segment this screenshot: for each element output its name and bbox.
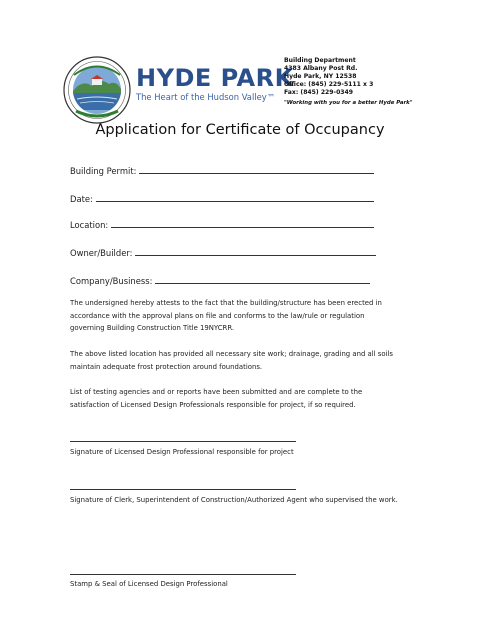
- signature-line-clerk[interactable]: [70, 489, 296, 490]
- letterhead: [62, 55, 413, 129]
- field-label: Company/Business:: [70, 276, 153, 286]
- field-label: Building Permit:: [70, 166, 137, 176]
- town-seal-icon: [62, 55, 132, 125]
- signature-caption-clerk: Signature of Clerk, Superintendent of Construction/Authorized Agent who supervised the work.: [70, 496, 398, 504]
- signature-line-design-professional[interactable]: [70, 441, 296, 442]
- fill-in-line[interactable]: [155, 283, 370, 284]
- fill-in-line[interactable]: [111, 227, 374, 228]
- field-label: Owner/Builder:: [70, 248, 133, 258]
- page-title: Application for Certificate of Occupancy: [95, 122, 385, 138]
- brand-tagline: The Heart of the Hudson Valley™: [136, 92, 276, 102]
- signature-caption-design-professional: Signature of Licensed Design Professional responsible for project: [70, 448, 294, 456]
- field-label: Location:: [70, 220, 109, 230]
- site-work-paragraph: The above listed location has provided all necessary site work; drainage, grading and all soils maintain adequate frost protection around foundations.: [70, 350, 393, 371]
- contact-line: Office: (845) 229-5111 x 3: [284, 81, 374, 88]
- fill-in-line[interactable]: [96, 201, 374, 202]
- motto: "Working with you for a better Hyde Park": [284, 100, 413, 106]
- signature-line-stamp-seal[interactable]: [70, 574, 296, 575]
- attestation-paragraph: The undersigned hereby attests to the fact that the building/structure has been erected in accordance with the approval plans on file and conforms to the law/rule or regulation governing Building Construction Title 19NYCRR.: [70, 299, 382, 333]
- fill-in-line[interactable]: [135, 255, 376, 256]
- testing-agencies-paragraph: List of testing agencies and or reports have been submitted and are complete to the satisfaction of Licensed Design Professionals responsible for project, if so required.: [70, 388, 363, 409]
- field-label: Date:: [70, 194, 93, 204]
- contact-line: 4383 Albany Post Rd.: [284, 65, 358, 72]
- location-field[interactable]: [70, 216, 374, 230]
- fill-in-line[interactable]: [139, 173, 374, 174]
- contact-line: Building Department: [284, 57, 356, 64]
- owner-builder-field[interactable]: [70, 244, 376, 258]
- contact-block: [284, 57, 413, 106]
- brand-name: HYDE PARK: [136, 64, 294, 92]
- building-permit-field[interactable]: [70, 162, 374, 176]
- contact-line: Hyde Park, NY 12538: [284, 73, 357, 80]
- signature-caption-stamp-seal: Stamp & Seal of Licensed Design Professional: [70, 580, 228, 588]
- company-business-field[interactable]: [70, 272, 370, 286]
- date-field[interactable]: [70, 190, 374, 204]
- contact-line: Fax: (845) 229-0349: [284, 89, 354, 96]
- brand-block: [136, 65, 294, 102]
